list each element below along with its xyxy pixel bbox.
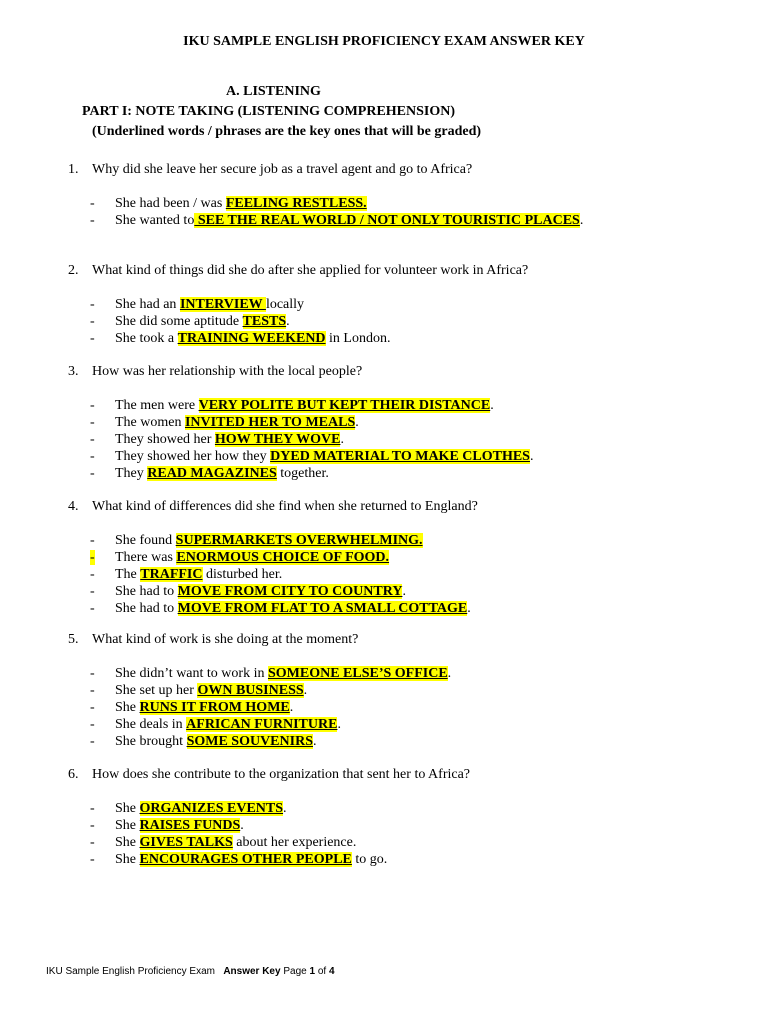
- answer-text-after: .: [337, 717, 341, 732]
- answer-text-after: .: [529, 449, 534, 464]
- answer-line: [90, 567, 282, 583]
- question-number: 2.: [68, 263, 79, 278]
- question: [68, 364, 362, 380]
- bullet-dash: -: [90, 567, 95, 582]
- question-text: Why did she leave her secure job as a travel agent and go to Africa?: [92, 162, 473, 177]
- answer-text: She did some aptitude: [115, 314, 243, 329]
- bullet-dash: -: [90, 449, 95, 464]
- bullet-dash: -: [90, 213, 95, 228]
- answer-line: [90, 683, 307, 699]
- answer-text-after: .: [303, 683, 308, 698]
- question-text: What kind of things did she do after she applied for volunteer work in Africa?: [92, 263, 529, 278]
- answer-text: She set up her: [115, 683, 198, 698]
- answer-text-after: .: [286, 314, 290, 329]
- question-number: 6.: [68, 767, 79, 782]
- answer-text: She had to: [115, 584, 178, 599]
- answer-text-after: disturbed her.: [202, 567, 283, 582]
- answer-line: [90, 331, 391, 347]
- answer-text-after: together.: [276, 466, 329, 481]
- answer-text-after: .: [467, 601, 471, 616]
- question-number: 3.: [68, 364, 79, 379]
- answer-line: [90, 717, 341, 733]
- answer-text: She: [115, 852, 140, 867]
- question-number: 4.: [68, 499, 79, 514]
- answer-key-phrase: AFRICAN FURNITURE: [186, 717, 338, 732]
- answer-text-after: .: [312, 734, 317, 749]
- answer-line: [90, 297, 304, 313]
- answer-line: [90, 398, 494, 414]
- bullet-dash: -: [90, 852, 95, 867]
- answer-text-after: .: [447, 666, 452, 681]
- answer-line: [90, 835, 356, 851]
- answer-key-phrase: INVITED HER TO MEALS: [184, 415, 356, 430]
- answer-text-after: to go.: [351, 852, 388, 867]
- answer-text: She: [115, 835, 140, 850]
- answer-key-phrase: VERY POLITE BUT KEPT THEIR DISTANCE: [198, 398, 491, 413]
- answer-text: She: [115, 700, 140, 715]
- bullet-dash: -: [90, 717, 95, 732]
- bullet-dash: -: [90, 314, 95, 329]
- question: [68, 767, 470, 783]
- bullet-dash: -: [90, 331, 95, 346]
- question: [68, 162, 472, 178]
- answer-line: [90, 734, 316, 750]
- question: [68, 632, 358, 648]
- section-heading: A. LISTENING: [226, 84, 321, 99]
- answer-line: [90, 550, 389, 566]
- answer-text: She found: [115, 533, 176, 548]
- answer-text: They showed her: [115, 432, 215, 447]
- answer-text: She had an: [115, 297, 180, 312]
- answer-key-phrase: HOW THEY WOVE: [214, 432, 341, 447]
- answer-key-phrase: ENORMOUS CHOICE OF FOOD.: [176, 550, 390, 565]
- bullet-dash: -: [90, 533, 95, 548]
- bullet-dash: -: [90, 700, 95, 715]
- answer-text: She deals in: [115, 717, 187, 732]
- answer-key-phrase: RUNS IT FROM HOME: [139, 700, 290, 715]
- answer-key-phrase: SUPERMARKETS OVERWHELMING.: [175, 533, 423, 548]
- answer-line: [90, 449, 533, 465]
- footer-doc-name: IKU Sample English Proficiency Exam: [46, 966, 215, 977]
- answer-text: She had to: [115, 601, 178, 616]
- answer-text-after: in London.: [325, 331, 391, 346]
- bullet-dash: -: [90, 398, 95, 413]
- answer-key-phrase: SOMEONE ELSE’S OFFICE: [267, 666, 448, 681]
- grading-note: (Underlined words / phrases are the key ones that will be graded): [92, 124, 482, 139]
- answer-key-phrase: MOVE FROM CITY TO COUNTRY: [177, 584, 403, 599]
- answer-key-phrase: TESTS: [242, 314, 287, 329]
- answer-line: [90, 466, 329, 482]
- answer-text-after: locally: [265, 297, 305, 312]
- answer-line: [90, 801, 287, 817]
- answer-text: She: [115, 801, 140, 816]
- page-footer: [46, 966, 335, 977]
- answer-key-phrase: READ MAGAZINES: [147, 466, 277, 481]
- answer-text: They: [115, 466, 148, 481]
- answer-line: [90, 432, 344, 448]
- bullet-dash: -: [90, 818, 95, 833]
- answer-key-phrase: DYED MATERIAL TO MAKE CLOTHES: [270, 449, 530, 464]
- answer-key-phrase: GIVES TALKS: [139, 835, 233, 850]
- question-number: 5.: [68, 632, 79, 647]
- answer-key-phrase: SEE THE REAL WORLD / NOT ONLY TOURISTIC PLACES: [194, 213, 580, 228]
- answer-line: [90, 314, 290, 330]
- bullet-dash: -: [90, 432, 95, 447]
- answer-line: [90, 666, 451, 682]
- answer-text-after: about her experience.: [232, 835, 357, 850]
- question-text: What kind of work is she doing at the moment?: [92, 632, 359, 647]
- answer-key-phrase: SOME SOUVENIRS: [186, 734, 313, 749]
- bullet-dash: -: [90, 734, 95, 749]
- answer-text-after: .: [240, 818, 244, 833]
- answer-line: [90, 601, 471, 617]
- answer-text: They showed her how they: [115, 449, 271, 464]
- answer-key-phrase: RAISES FUNDS: [139, 818, 241, 833]
- answer-key-phrase: FEELING RESTLESS.: [225, 196, 367, 211]
- answer-text-after: .: [355, 415, 359, 430]
- bullet-dash: -: [90, 835, 95, 850]
- question-text: What kind of differences did she find when she returned to England?: [92, 499, 478, 514]
- answer-text: The: [115, 567, 141, 582]
- answer-key-phrase: TRAINING WEEKEND: [177, 331, 326, 346]
- bullet-dash: -: [90, 666, 95, 681]
- answer-text-after: .: [340, 432, 344, 447]
- answer-text: The men were: [115, 398, 199, 413]
- question-text: How was her relationship with the local people?: [92, 364, 363, 379]
- footer-page-total: 4: [328, 966, 335, 977]
- answer-text-after: .: [289, 700, 294, 715]
- bullet-dash: -: [90, 601, 95, 616]
- bullet-dash: -: [90, 466, 95, 481]
- question-text: How does she contribute to the organization that sent her to Africa?: [92, 767, 471, 782]
- answer-key-phrase: INTERVIEW: [179, 297, 266, 312]
- answer-text: She didn’t want to work in: [115, 666, 268, 681]
- answer-line: [90, 213, 583, 229]
- answer-text: She took a: [115, 331, 178, 346]
- bullet-dash: -: [90, 196, 95, 211]
- bullet-dash: -: [90, 683, 95, 698]
- answer-key-phrase: TRAFFIC: [140, 567, 203, 582]
- answer-text: The women: [115, 415, 185, 430]
- answer-line: [90, 852, 387, 868]
- answer-line: [90, 818, 244, 834]
- footer-page-number: 1: [309, 966, 316, 977]
- answer-key-phrase: OWN BUSINESS: [197, 683, 304, 698]
- answer-text: She had been / was: [115, 196, 226, 211]
- bullet-dash: -: [90, 584, 95, 599]
- answer-line: [90, 700, 293, 716]
- bullet-dash: -: [90, 550, 95, 565]
- answer-text: She brought: [115, 734, 187, 749]
- answer-line: [90, 415, 359, 431]
- answer-text-after: .: [283, 801, 287, 816]
- bullet-dash: -: [90, 801, 95, 816]
- answer-line: [90, 196, 367, 212]
- answer-text-after: .: [402, 584, 406, 599]
- answer-key-phrase: MOVE FROM FLAT TO A SMALL COTTAGE: [177, 601, 468, 616]
- answer-text: There was: [115, 550, 177, 565]
- part-heading: PART I: NOTE TAKING (LISTENING COMPREHENSION): [82, 104, 456, 119]
- answer-key-phrase: ORGANIZES EVENTS: [139, 801, 284, 816]
- answer-text: She: [115, 818, 140, 833]
- answer-text-after: .: [579, 213, 584, 228]
- bullet-dash: -: [90, 415, 95, 430]
- footer-page-word: Page: [283, 966, 307, 977]
- answer-text-after: .: [490, 398, 494, 413]
- answer-line: [90, 533, 423, 549]
- answer-key-phrase: ENCOURAGES OTHER PEOPLE: [139, 852, 352, 867]
- page-title: IKU SAMPLE ENGLISH PROFICIENCY EXAM ANSWER KEY: [183, 34, 585, 49]
- answer-line: [90, 584, 406, 600]
- answer-text: She wanted to: [115, 213, 195, 228]
- question: [68, 263, 528, 279]
- footer-answer-key: Answer Key: [223, 966, 281, 977]
- question: [68, 499, 478, 515]
- bullet-dash: -: [90, 297, 95, 312]
- footer-of-word: of: [317, 966, 327, 977]
- question-number: 1.: [68, 162, 79, 177]
